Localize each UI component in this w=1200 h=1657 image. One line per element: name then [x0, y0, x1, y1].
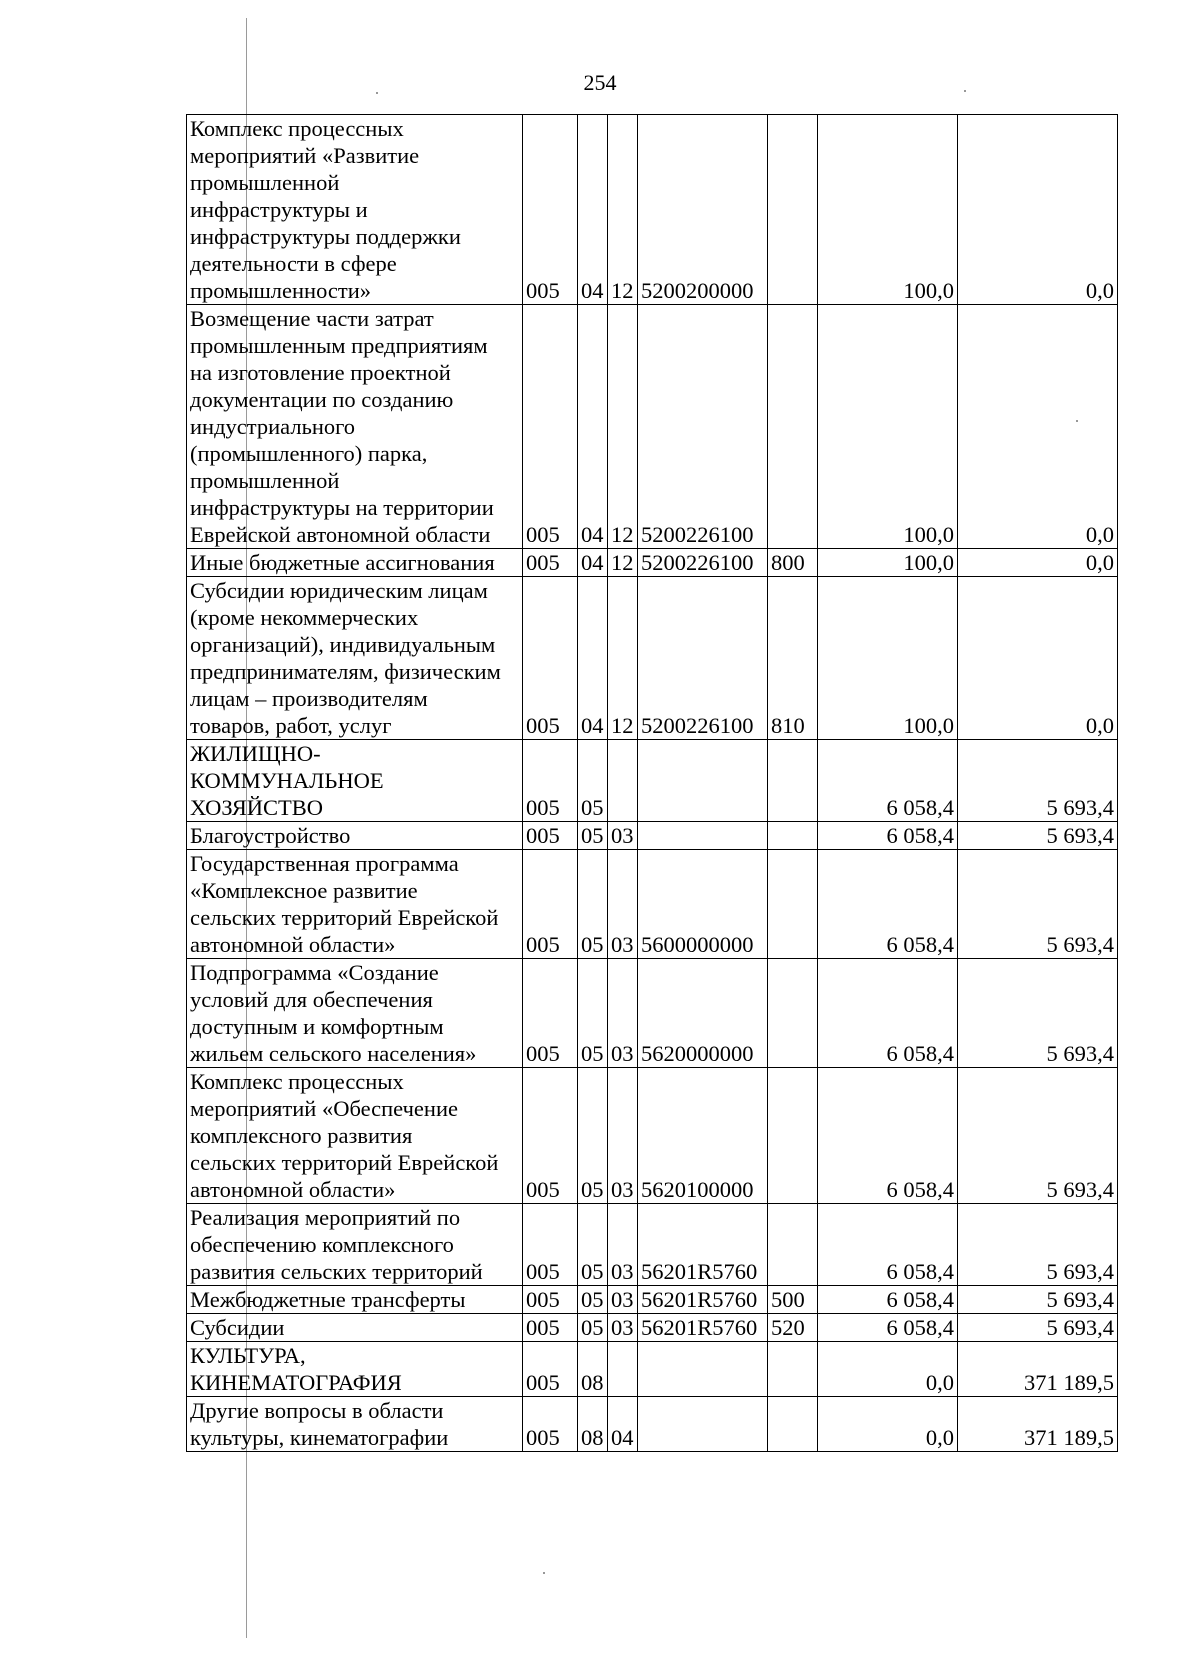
budget-table-body — [187, 115, 1118, 1452]
cell-section: 05 — [578, 850, 608, 959]
cell-target-article — [638, 822, 768, 850]
cell-sum-year-1: 100,0 — [818, 577, 958, 740]
cell-expense-type — [768, 1342, 818, 1397]
cell-expense-type — [768, 1397, 818, 1452]
cell-grbs: 005 — [523, 1342, 578, 1397]
cell-grbs: 005 — [523, 115, 578, 305]
cell-expense-type — [768, 850, 818, 959]
cell-expense-type: 520 — [768, 1314, 818, 1342]
cell-sum-year-2: 5 693,4 — [958, 959, 1118, 1068]
cell-section: 05 — [578, 959, 608, 1068]
cell-subsection: 12 — [608, 305, 638, 549]
cell-section: 04 — [578, 305, 608, 549]
cell-section: 05 — [578, 1286, 608, 1314]
cell-subsection: 03 — [608, 1068, 638, 1204]
cell-subsection: 03 — [608, 1286, 638, 1314]
cell-grbs: 005 — [523, 305, 578, 549]
cell-target-article: 5200226100 — [638, 549, 768, 577]
table-row — [187, 577, 1118, 740]
cell-subsection: 12 — [608, 549, 638, 577]
row-name: Государственная программа «Комплексное развитие сельских территорий Еврейской автономной области» — [187, 850, 523, 959]
cell-subsection — [608, 1342, 638, 1397]
row-name: КУЛЬТУРА, КИНЕМАТОГРАФИЯ — [187, 1342, 523, 1397]
cell-target-article: 5200226100 — [638, 305, 768, 549]
cell-sum-year-2: 5 693,4 — [958, 850, 1118, 959]
table-row — [187, 115, 1118, 305]
row-name: Иные бюджетные ассигнования — [187, 549, 523, 577]
cell-grbs: 005 — [523, 959, 578, 1068]
cell-sum-year-1: 6 058,4 — [818, 1286, 958, 1314]
row-name: Комплекс процессных мероприятий «Обеспечение комплексного развития сельских территорий Еврейской автономной области» — [187, 1068, 523, 1204]
cell-subsection — [608, 740, 638, 822]
cell-target-article: 5200200000 — [638, 115, 768, 305]
cell-section: 05 — [578, 822, 608, 850]
cell-expense-type — [768, 822, 818, 850]
budget-table — [186, 114, 1118, 1452]
cell-subsection: 03 — [608, 822, 638, 850]
cell-target-article: 5620100000 — [638, 1068, 768, 1204]
cell-subsection: 12 — [608, 577, 638, 740]
cell-target-article: 56201R5760 — [638, 1286, 768, 1314]
cell-sum-year-2: 0,0 — [958, 577, 1118, 740]
cell-grbs: 005 — [523, 1314, 578, 1342]
cell-sum-year-1: 100,0 — [818, 115, 958, 305]
cell-sum-year-2: 5 693,4 — [958, 822, 1118, 850]
cell-section: 05 — [578, 740, 608, 822]
cell-grbs: 005 — [523, 1068, 578, 1204]
cell-grbs: 005 — [523, 1204, 578, 1286]
row-name: Благоустройство — [187, 822, 523, 850]
cell-target-article — [638, 1342, 768, 1397]
row-name: ЖИЛИЩНО- КОММУНАЛЬНОЕ ХОЗЯЙСТВО — [187, 740, 523, 822]
cell-subsection: 12 — [608, 115, 638, 305]
cell-sum-year-2: 5 693,4 — [958, 1068, 1118, 1204]
table-row — [187, 1286, 1118, 1314]
row-name: Межбюджетные трансферты — [187, 1286, 523, 1314]
cell-target-article — [638, 1397, 768, 1452]
cell-grbs: 005 — [523, 549, 578, 577]
table-row — [187, 1068, 1118, 1204]
cell-section: 05 — [578, 1314, 608, 1342]
cell-subsection: 03 — [608, 850, 638, 959]
cell-target-article: 5200226100 — [638, 577, 768, 740]
cell-sum-year-1: 0,0 — [818, 1342, 958, 1397]
row-name: Реализация мероприятий по обеспечению комплексного развития сельских территорий — [187, 1204, 523, 1286]
cell-sum-year-2: 5 693,4 — [958, 740, 1118, 822]
cell-grbs: 005 — [523, 822, 578, 850]
table-row — [187, 822, 1118, 850]
cell-sum-year-1: 6 058,4 — [818, 822, 958, 850]
cell-target-article: 5600000000 — [638, 850, 768, 959]
table-row — [187, 549, 1118, 577]
cell-sum-year-1: 6 058,4 — [818, 1068, 958, 1204]
cell-expense-type: 800 — [768, 549, 818, 577]
row-name: Другие вопросы в области культуры, кинематографии — [187, 1397, 523, 1452]
row-name: Субсидии юридическим лицам (кроме некоммерческих организаций), индивидуальным предпринимателям, физическим лицам – производителям товаров, работ, услуг — [187, 577, 523, 740]
row-name: Комплекс процессных мероприятий «Развитие промышленной инфраструктуры и инфраструктуры поддержки деятельности в сфере промышленности» — [187, 115, 523, 305]
cell-section: 04 — [578, 577, 608, 740]
cell-expense-type — [768, 115, 818, 305]
cell-section: 05 — [578, 1068, 608, 1204]
cell-target-article: 56201R5760 — [638, 1204, 768, 1286]
cell-grbs: 005 — [523, 1286, 578, 1314]
cell-grbs: 005 — [523, 850, 578, 959]
table-row — [187, 1342, 1118, 1397]
row-name: Субсидии — [187, 1314, 523, 1342]
cell-target-article — [638, 740, 768, 822]
cell-sum-year-2: 371 189,5 — [958, 1397, 1118, 1452]
table-row — [187, 959, 1118, 1068]
cell-expense-type — [768, 959, 818, 1068]
table-row — [187, 1397, 1118, 1452]
cell-sum-year-1: 100,0 — [818, 549, 958, 577]
cell-sum-year-2: 0,0 — [958, 549, 1118, 577]
cell-sum-year-2: 5 693,4 — [958, 1314, 1118, 1342]
cell-sum-year-1: 0,0 — [818, 1397, 958, 1452]
row-name: Возмещение части затрат промышленным предприятиям на изготовление проектной документации по созданию индустриального (промышленного) парка, промышленной инфраструктуры на территории Еврейской автономной области — [187, 305, 523, 549]
cell-sum-year-1: 6 058,4 — [818, 740, 958, 822]
scan-speck — [543, 1572, 545, 1574]
cell-subsection: 03 — [608, 959, 638, 1068]
cell-grbs: 005 — [523, 1397, 578, 1452]
table-row — [187, 740, 1118, 822]
table-row — [187, 305, 1118, 549]
cell-section: 08 — [578, 1397, 608, 1452]
cell-target-article: 56201R5760 — [638, 1314, 768, 1342]
table-row — [187, 850, 1118, 959]
cell-sum-year-1: 6 058,4 — [818, 1314, 958, 1342]
cell-subsection: 03 — [608, 1314, 638, 1342]
cell-sum-year-2: 5 693,4 — [958, 1286, 1118, 1314]
cell-sum-year-1: 6 058,4 — [818, 850, 958, 959]
cell-expense-type — [768, 305, 818, 549]
cell-target-article: 5620000000 — [638, 959, 768, 1068]
cell-sum-year-1: 6 058,4 — [818, 959, 958, 1068]
cell-grbs: 005 — [523, 740, 578, 822]
cell-expense-type — [768, 1068, 818, 1204]
cell-sum-year-1: 6 058,4 — [818, 1204, 958, 1286]
cell-subsection: 04 — [608, 1397, 638, 1452]
cell-section: 04 — [578, 549, 608, 577]
cell-expense-type — [768, 1204, 818, 1286]
cell-sum-year-1: 100,0 — [818, 305, 958, 549]
page-number: 254 — [583, 70, 617, 95]
cell-section: 08 — [578, 1342, 608, 1397]
cell-expense-type: 810 — [768, 577, 818, 740]
cell-subsection: 03 — [608, 1204, 638, 1286]
cell-section: 05 — [578, 1204, 608, 1286]
cell-sum-year-2: 0,0 — [958, 305, 1118, 549]
cell-grbs: 005 — [523, 577, 578, 740]
cell-expense-type: 500 — [768, 1286, 818, 1314]
cell-sum-year-2: 371 189,5 — [958, 1342, 1118, 1397]
row-name: Подпрограмма «Создание условий для обеспечения доступным и комфортным жильем сельского населения» — [187, 959, 523, 1068]
cell-section: 04 — [578, 115, 608, 305]
table-row — [187, 1314, 1118, 1342]
table-row — [187, 1204, 1118, 1286]
cell-expense-type — [768, 740, 818, 822]
cell-sum-year-2: 0,0 — [958, 115, 1118, 305]
cell-sum-year-2: 5 693,4 — [958, 1204, 1118, 1286]
